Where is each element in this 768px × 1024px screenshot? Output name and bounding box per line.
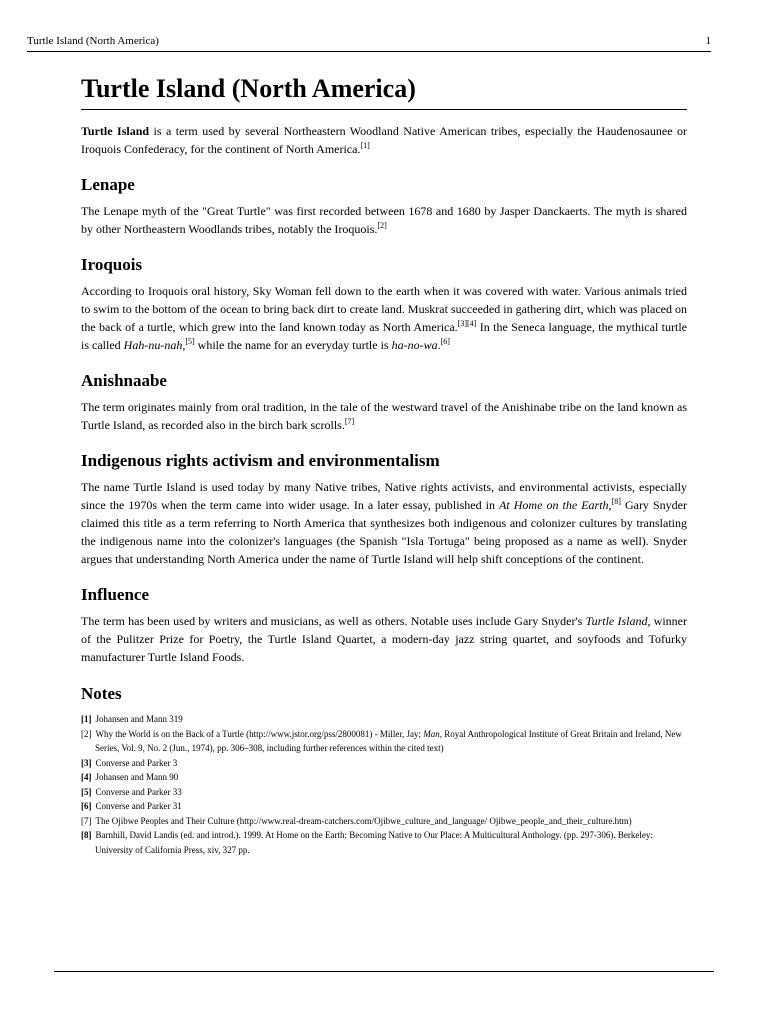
section-paragraph: The Lenape myth of the "Great Turtle" was first recorded between 1678 and 1680 by Jasper Danckaerts. The myth is shared by other Northeastern Woodlands tribes, notably the Iroquois.[2] xyxy=(81,204,687,236)
section-heading: Iroquois xyxy=(81,255,143,274)
section-heading: Indigenous rights activism and environmentalism xyxy=(81,451,440,470)
section-paragraph: The term has been used by writers and musicians, as well as others. Notable uses include Gary Snyder's Turtle Island, winner of the Pulitzer Prize for Poetry, the Turtle Island Quartet, a modern-day jazz string quartet, and soyfoods and Tofurky manufacturer Turtle Island Foods. xyxy=(81,614,687,664)
section-heading: Lenape xyxy=(81,175,135,194)
section-anishnaabe xyxy=(81,370,687,434)
citation-link[interactable]: [6] xyxy=(440,337,450,346)
note-item: [4] Johansen and Mann 90 xyxy=(81,772,179,782)
section-paragraph: The name Turtle Island is used today by many Native tribes, Native rights activists, and environmental activists, especially since the 1970s when the term came into wider usage. In a later essay, published in At Home on the Earth,[8] Gary Snyder claimed this title as a term referring to North America that synthesizes both indigenous and colonizer cultures by translating the indigenous name into the colonizer's languages (the Spanish "Isla Tortuga" being proposed as a name as well). Snyder argues that understanding North America under the name of Turtle Island will help shift conceptions of the continent. xyxy=(81,480,687,566)
work-title: Turtle Island xyxy=(585,614,648,628)
note-item: [1] Johansen and Mann 319 xyxy=(81,714,183,724)
lead-paragraph: Turtle Island is a term used by several Northeastern Woodland Native American tribes, especially the Haudenosaunee or Iroquois Confederacy, for the continent of North America.[1] xyxy=(81,124,687,156)
header-title: Turtle Island (North America) xyxy=(27,35,159,47)
notes-section xyxy=(81,683,687,857)
footer-divider xyxy=(54,971,714,972)
section-heading: Influence xyxy=(81,585,149,604)
citation-link[interactable]: [7] xyxy=(344,417,355,426)
note-item: [8] Barnhill, David Landis (ed. and introd.). 1999. At Home on the Earth: Becoming Native to Our Place: A Multicultural Anthology. (pp. 297-306). Berkeley: University of California Press, xiv, 327 pp. xyxy=(81,830,653,855)
note-item: [3] Converse and Parker 3 xyxy=(81,757,178,768)
citation-link[interactable]: [5] xyxy=(185,337,195,346)
citation-link[interactable]: [1] xyxy=(360,141,370,150)
article-body xyxy=(81,74,687,857)
citation-link[interactable]: [3][4] xyxy=(457,319,477,328)
page-number: 1 xyxy=(705,35,711,47)
section-influence xyxy=(81,584,687,666)
section-activism xyxy=(81,450,687,568)
section-lenape xyxy=(81,174,687,238)
header-divider xyxy=(27,51,711,52)
seneca-term: ha-no-wa xyxy=(391,338,438,352)
section-paragraph: The term originates mainly from oral tradition, in the tale of the westward travel of the Anishinabe tribe on the land known as Turtle Island, as recorded also in the birch bark scrolls.[7] xyxy=(81,400,687,432)
note-item: [7] The Ojibwe Peoples and Their Culture (http://www.real-dream-catchers.com/Ojibwe_culture_and_language/ Ojibwe_people_and_their_culture.htm) xyxy=(81,815,632,826)
note-item: [5] Converse and Parker 33 xyxy=(81,786,182,797)
seneca-term: Hah-nu-nah xyxy=(123,338,183,352)
book-title: At Home on the Earth, xyxy=(499,498,612,512)
note-item: [6] Converse and Parker 31 xyxy=(81,801,182,811)
citation-link[interactable]: [2] xyxy=(377,221,387,230)
section-paragraph: According to Iroquois oral history, Sky Woman fell down to the earth when it was covered with water. Various animals tried to swim to the bottom of the ocean to bring back dirt to create land. Muskrat succeeded in gathering dirt, which was placed on the back of a turtle, which grew into the land known today as North America.[3][4] In the Seneca language, the mythical turtle is called Hah-nu-nah,[5] while the name for an everyday turtle is ha-no-wa.[6] xyxy=(81,284,687,352)
section-heading: Notes xyxy=(81,684,122,703)
section-iroquois xyxy=(81,254,687,354)
running-header xyxy=(27,34,711,48)
citation-link[interactable]: [8] xyxy=(611,497,621,506)
note-item: [2] Why the World is on the Back of a Turtle (http://www.jstor.org/pss/2800081) - Miller, Jay; Man, Royal Anthropological Institute of Great Britain and Ireland, New Series, Vol. 9, No. 2 (Jun., 1974), pp. 306–308, including further references within the cited text) xyxy=(81,728,682,753)
article-title: Turtle Island (North America) xyxy=(81,74,687,110)
lead-term: Turtle Island xyxy=(81,124,150,138)
section-heading: Anishnaabe xyxy=(81,371,167,390)
